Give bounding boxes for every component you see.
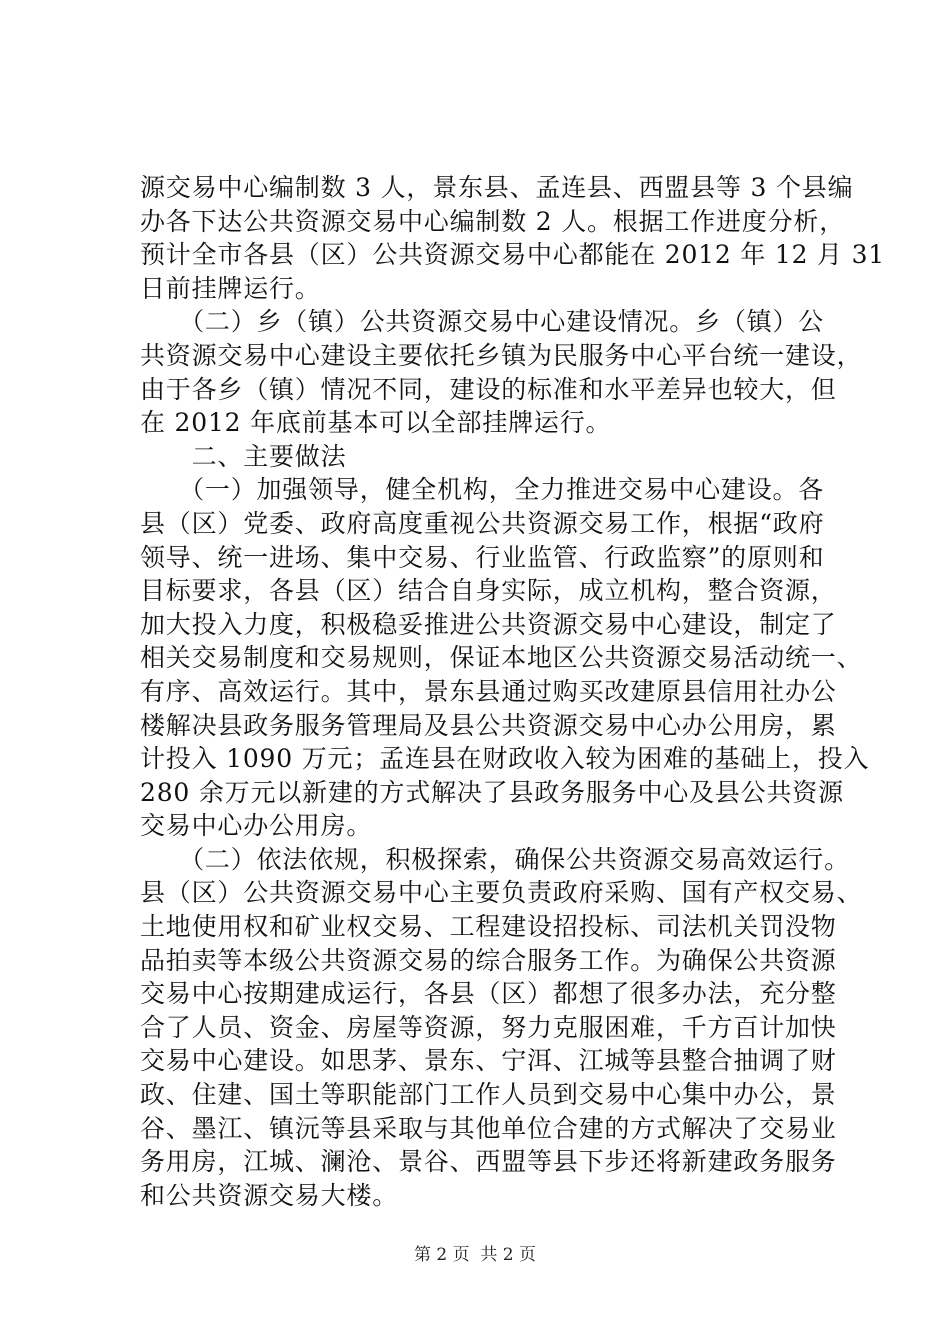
text-line: 日前挂牌运行。 — [140, 273, 321, 303]
section-heading: 二、主要做法 — [140, 441, 347, 471]
text-line: （二）乡（镇）公共资源交易中心建设情况。乡（镇）公 — [140, 307, 825, 337]
text-line: 县（区）公共资源交易中心主要负责政府采购、国有产权交易、 — [140, 878, 863, 908]
text-line: 交易中心建设。如思茅、景东、宁洱、江城等县整合抽调了财 — [140, 1046, 837, 1076]
text-line: 和公共资源交易大楼。 — [140, 1180, 399, 1210]
text-line: 有序、高效运行。其中，景东县通过购买改建原县信用社办公 — [140, 676, 837, 706]
body-text — [140, 171, 885, 1212]
text-line: （二）依法依规，积极探索，确保公共资源交易高效运行。 — [140, 844, 850, 874]
text-line: 共资源交易中心建设主要依托乡镇为民服务中心平台统一建设， — [140, 340, 863, 370]
text-line: 交易中心按期建成运行，各县（区）都想了很多办法，充分整 — [140, 979, 837, 1009]
text-line: 在 2012 年底前基本可以全部挂牌运行。 — [140, 408, 612, 438]
text-line: 办各下达公共资源交易中心编制数 2 人。根据工作进度分析， — [140, 206, 846, 236]
text-line: 政、住建、国土等职能部门工作人员到交易中心集中办公，景 — [140, 1080, 837, 1110]
text-line: 土地使用权和矿业权交易、工程建设招投标、司法机关罚没物 — [140, 912, 837, 942]
text-line: 交易中心办公用房。 — [140, 811, 373, 841]
text-line: （一）加强领导，健全机构，全力推进交易中心建设。各 — [140, 475, 825, 505]
text-line: 目标要求，各县（区）结合自身实际，成立机构，整合资源， — [140, 576, 837, 606]
text-line: 合了人员、资金、房屋等资源，努力克服困难，千方百计加快 — [140, 1012, 837, 1042]
text-line: 品拍卖等本级公共资源交易的综合服务工作。为确保公共资源 — [140, 945, 837, 975]
text-line: 领导、统一进场、集中交易、行业监管、行政监察”的原则和 — [140, 542, 825, 572]
text-line: 源交易中心编制数 3 人，景东县、孟连县、西盟县等 3 个县编 — [140, 173, 854, 202]
text-line: 由于各乡（镇）情况不同，建设的标准和水平差异也较大，但 — [140, 374, 837, 404]
text-line: 计投入 1090 万元；孟连县在财政收入较为困难的基础上，投入 — [140, 744, 870, 774]
text-line: 务用房，江城、澜沧、景谷、西盟等县下步还将新建政务服务 — [140, 1147, 837, 1177]
text-line: 预计全市各县（区）公共资源交易中心都能在 2012 年 12 月 31 — [140, 240, 885, 270]
text-line: 谷、墨江、镇沅等县采取与其他单位合建的方式解决了交易业 — [140, 1113, 837, 1143]
text-line: 280 余万元以新建的方式解决了县政务服务中心及县公共资源 — [140, 777, 844, 807]
text-line: 楼解决县政务服务管理局及县公共资源交易中心办公用房，累 — [140, 710, 837, 740]
text-line: 相关交易制度和交易规则，保证本地区公共资源交易活动统一、 — [140, 643, 863, 673]
text-line: 加大投入力度，积极稳妥推进公共资源交易中心建设，制定了 — [140, 609, 837, 639]
text-line: 县（区）党委、政府高度重视公共资源交易工作，根据“政府 — [140, 508, 825, 538]
page-number-footer: 第 2 页 共 2 页 — [413, 1245, 537, 1265]
